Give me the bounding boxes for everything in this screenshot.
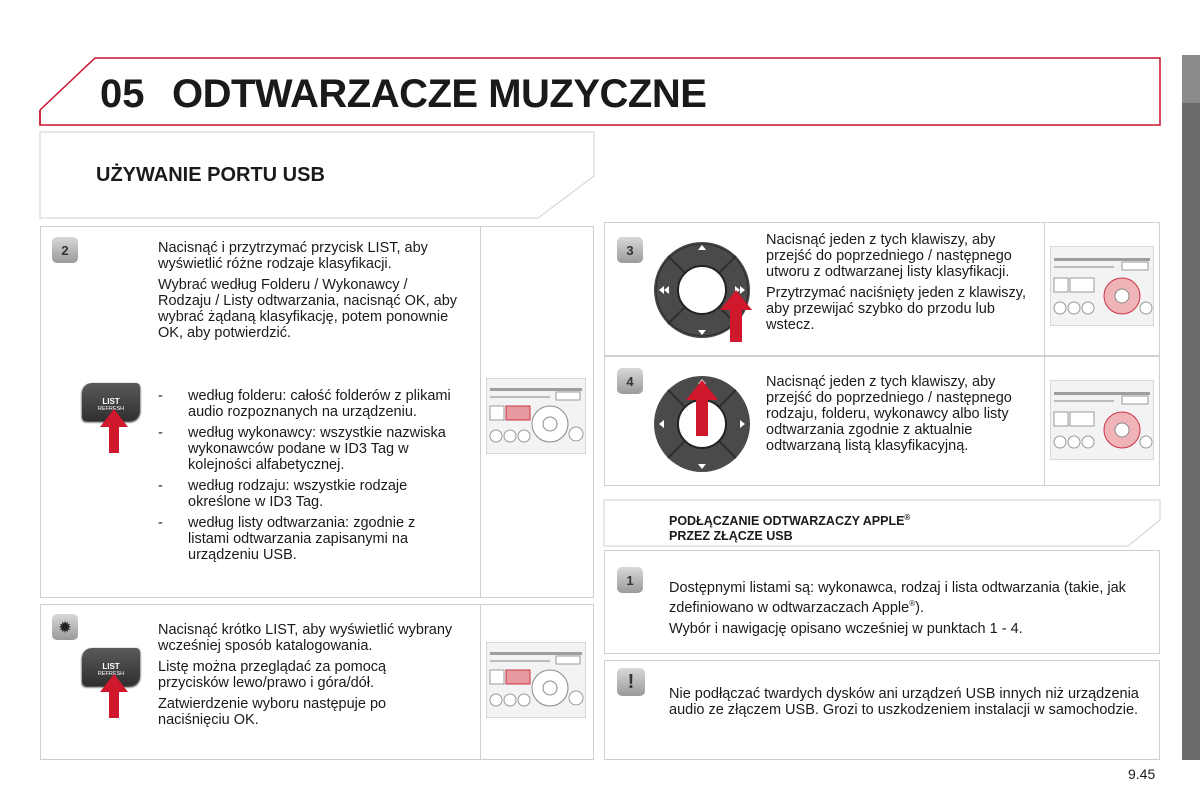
sidebar-strip-top: [1182, 55, 1200, 103]
warning-text: [669, 686, 1149, 723]
sidebar-strip: [1182, 55, 1200, 760]
step-1-p2: Wybór i nawigację opisano wcześniej w punktach 1 - 4.: [669, 620, 1023, 637]
step-3-p2: Przytrzymać naciśnięty jeden z klawiszy, aby przewijać szybko do przodu lub wstecz.: [766, 285, 1027, 333]
list-item: - według listy odtwarzania: zgodnie z listami odtwarzania zapisanymi na urządzeniu USB.: [158, 515, 416, 563]
list-item: - według rodzaju: wszystkie rodzaje określone w ID3 Tag.: [158, 478, 408, 510]
radio-panel-illustration: [486, 642, 586, 718]
exclamation-icon: !: [627, 670, 635, 693]
list-button[interactable]: LIST REFRESH: [82, 648, 140, 686]
list-button-illustration: [82, 648, 142, 718]
step-4-badge: 4: [617, 368, 643, 394]
step-1-text: [669, 580, 1139, 642]
list-button[interactable]: LIST REFRESH: [82, 383, 140, 421]
chapter-number: 05: [100, 72, 145, 116]
step-1-badge: 1: [617, 567, 643, 593]
press-arrow-icon: [100, 674, 128, 718]
warning-p1: Nie podłączać twardych dysków ani urządzeń USB innych niż urządzenia audio ze złączem USB. Grozi to uszkodzeniem instalacji w samochodzie.: [669, 686, 1139, 718]
lightbulb-icon: ✹: [59, 618, 71, 635]
list-item: - według wykonawcy: wszystkie nazwiska wykonawców podane w ID3 Tag w kolejności alfabetycznej.: [158, 425, 446, 473]
step-3-badge: 3: [617, 237, 643, 263]
step-4-p1: Nacisnąć jeden z tych klawiszy, aby przejść do poprzedniego / następnego rodzaju, folderu, wykonawcy albo listy odtwarzania zgodnie z aktualnie odtwarzaną listą klasyfikacyjną.: [766, 374, 1012, 454]
warning-badge: [617, 668, 645, 696]
step-2-badge: 2: [52, 237, 78, 263]
tip-p3: Zatwierdzenie wyboru następuje po naciśnięciu OK.: [158, 696, 387, 728]
tip-badge: [52, 614, 78, 640]
list-item: - według folderu: całość folderów z plikami audio rozpoznanych na urządzeniu.: [158, 388, 451, 420]
step-2-p1: Nacisnąć i przytrzymać przycisk LIST, aby wyświetlić różne rodzaje klasyfikacji.: [158, 240, 428, 272]
step-2-p2: Wybrać według Folderu / Wykonawcy / Rodzaju / Listy odtwarzania, nacisnąć OK, aby wybrać żądaną klasyfikację, potem ponownie OK, aby potwierdzić.: [158, 277, 458, 341]
tip-p1: Nacisnąć krótko LIST, aby wyświetlić wybrany wcześniej sposób katalogowania.: [158, 622, 453, 654]
tip-p2: Listę można przeglądać za pomocą przycisków lewo/prawo i góra/dół.: [158, 659, 387, 691]
tip-text: [158, 622, 458, 733]
page-number: 9.45: [1128, 766, 1156, 782]
step-3-p1: Nacisnąć jeden z tych klawiszy, aby przejść do poprzedniego / następnego utworu z odtwarzanej listy klasyfikacji.: [766, 232, 1012, 280]
apple-section-title: PODŁĄCZANIE ODTWARZACZY APPLE® PRZEZ ZŁĄCZE USB: [669, 513, 911, 544]
step-1-p1: Dostępnymi listami są: wykonawca, rodzaj i lista odtwarzania (takie, jak zdefiniowano w odtwarzaczach Apple®).: [669, 580, 1126, 616]
page-title: ODTWARZACZE MUZYCZNE: [172, 72, 707, 116]
panel-divider: [480, 604, 481, 760]
section-title: UŻYWANIE PORTU USB: [96, 164, 325, 186]
